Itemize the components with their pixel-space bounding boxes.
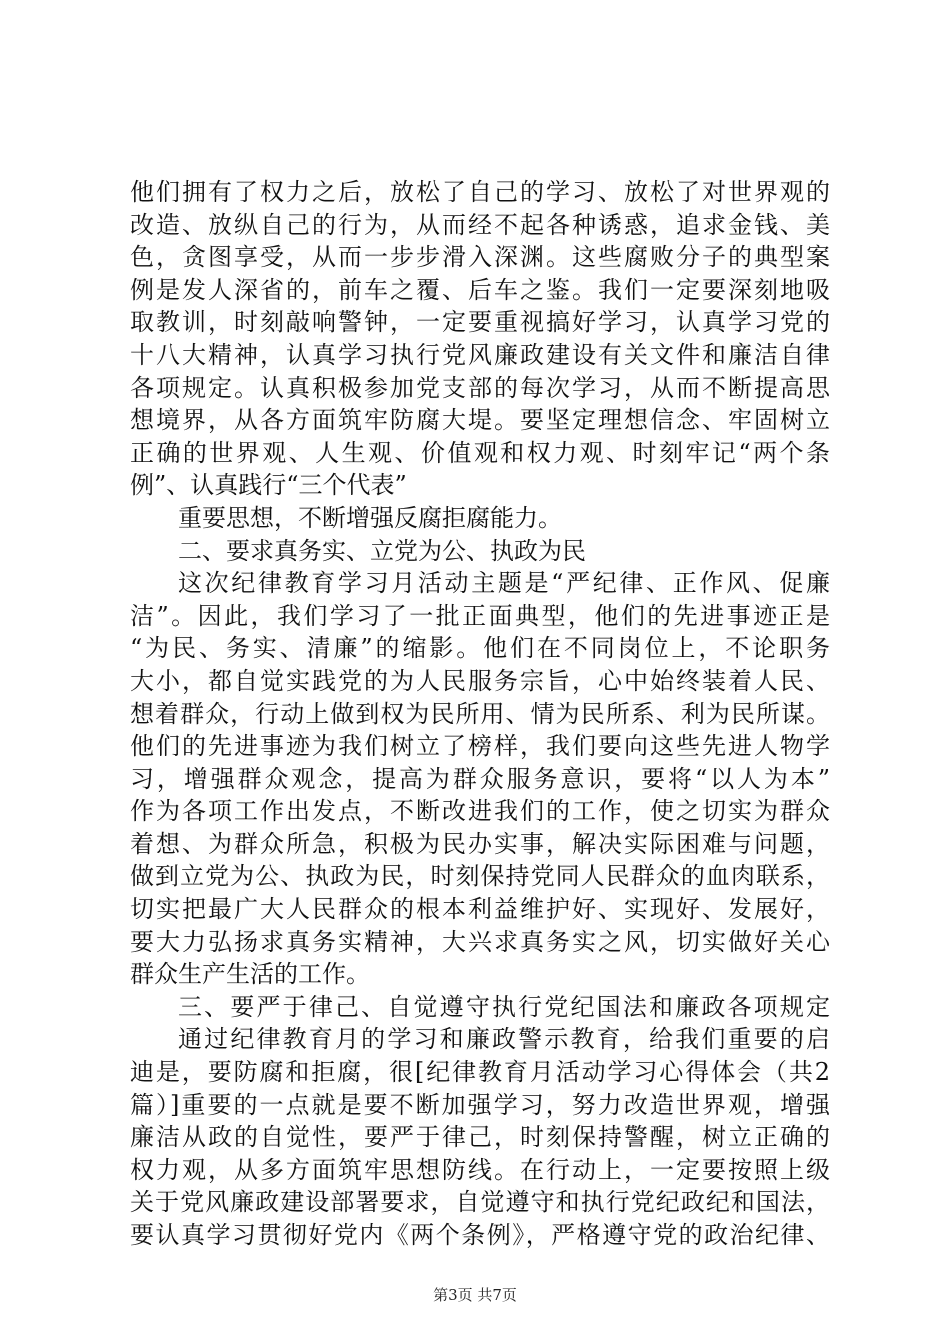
text-line: 习，增强群众观念，提高为群众服务意识，要将“以人为本” [130,764,830,793]
text-line: 篇）]重要的一点就是要不断加强学习，努力改造世界观，增强 [130,1090,830,1119]
text-line: 权力观，从多方面筑牢思想防线。在行动上，一定要按照上级 [130,1155,830,1184]
text-line: 群众生产生活的工作。 [130,960,370,989]
text-line: 三、要严于律己、自觉遵守执行党纪国法和廉政各项规定 [178,992,830,1021]
text-line: 大小，都自觉实践党的为人民服务宗旨，心中始终装着人民、 [130,666,830,695]
text-line: 他们拥有了权力之后，放松了自己的学习、放松了对世界观的 [130,178,830,206]
text-line: 想着群众，行动上做到权为民所用、情为民所系、利为民所谋。 [130,699,830,728]
text-line: 要认真学习贯彻好党内《两个条例》，严格遵守党的政治纪律、 [130,1221,830,1249]
text-line: 这次纪律教育学习月活动主题是“严纪律、正作风、促廉 [178,569,830,598]
text-line: 各项规定。认真积极参加党支部的每次学习，从而不断提高思 [130,373,830,402]
text-line: 正确的世界观、人生观、价值观和权力观、时刻牢记“两个条 [130,438,830,467]
text-line: 他们的先进事迹为我们树立了榜样，我们要向这些先进人物学 [130,732,830,761]
text-line: 着想、为群众所急，积极为民办实事，解决实际困难与问题， [130,829,830,858]
page-footer: 第3页 共7页 [433,1286,517,1304]
text-line: 通过纪律教育月的学习和廉政警示教育，给我们重要的启 [178,1025,830,1054]
text-line: 关于党风廉政建设部署要求，自觉遵守和执行党纪政纪和国法， [130,1188,830,1217]
text-line: 切实把最广大人民群众的根本利益维护好、实现好、发展好， [130,895,830,924]
text-line: 重要思想，不断增强反腐拒腐能力。 [178,503,562,532]
text-line: 色，贪图享受，从而一步步滑入深渊。这些腐败分子的典型案 [130,243,830,272]
text-line: 例是发人深省的，前车之覆、后车之鉴。我们一定要深刻地吸 [130,275,830,304]
text-line: 二、要求真务实、立党为公、执政为民 [178,536,586,565]
text-line: 要大力弘扬求真务实精神，大兴求真务实之风，切实做好关心 [130,927,830,956]
text-line: 想境界，从各方面筑牢防腐大堤。要坚定理想信念、牢固树立 [130,406,830,435]
text-line: 洁”。因此，我们学习了一批正面典型，他们的先进事迹正是 [130,601,830,630]
document-body [130,176,830,1252]
text-line: 改造、放纵自己的行为，从而经不起各种诱惑，追求金钱、美 [130,210,830,239]
text-line: 做到立党为公、执政为民，时刻保持党同人民群众的血肉联系， [130,862,830,891]
text-line: 迪是，要防腐和拒腐，很[纪律教育月活动学习心得体会（共2 [130,1058,830,1087]
text-line: 廉洁从政的自觉性，要严于律己，时刻保持警醒，树立正确的 [130,1123,830,1152]
text-line: 取教训，时刻敲响警钟，一定要重视搞好学习，认真学习党的 [130,308,830,337]
text-line: 作为各项工作出发点，不断改进我们的工作，使之切实为群众 [130,797,830,826]
text-line: “为民、务实、清廉”的缩影。他们在不同岗位上，不论职务 [130,634,830,663]
text-line: 十八大精神，认真学习执行党风廉政建设有关文件和廉洁自律 [130,340,830,369]
text-line: 例”、认真践行“三个代表” [130,471,407,500]
